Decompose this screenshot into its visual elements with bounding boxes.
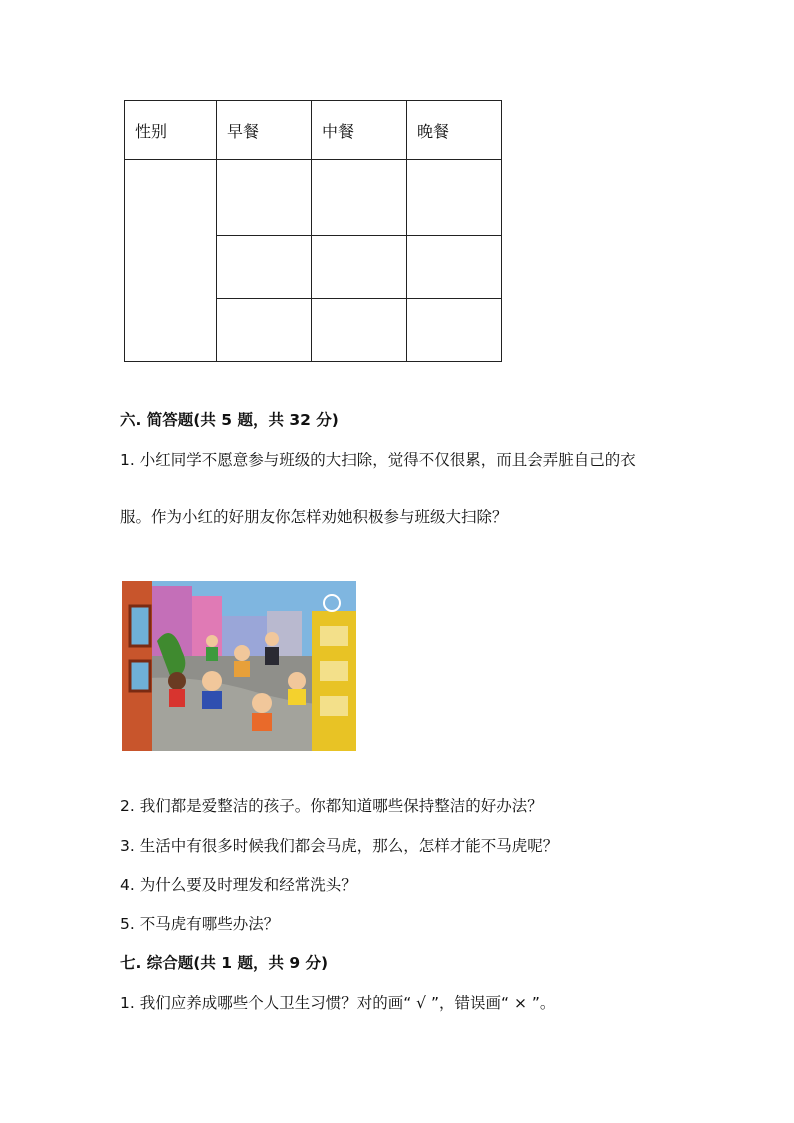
question-2: 2. 我们都是爱整洁的孩子。你都知道哪些保持整洁的好办法？ <box>120 797 543 815</box>
question-1-line-2: 服。作为小红的好朋友你怎样劝她积极参与班级大扫除？ <box>120 508 508 526</box>
section-7-question-1: 1. 我们应养成哪些个人卫生习惯？对的画“ √ ”，错误画“ × ”。 <box>120 994 556 1012</box>
table-cell <box>312 299 407 362</box>
table-header-row <box>125 101 502 160</box>
table-cell <box>407 236 502 299</box>
table-cell <box>407 160 502 236</box>
header-dinner: 晚餐 <box>407 101 502 160</box>
gender-cell <box>125 160 217 362</box>
table-cell <box>312 236 407 299</box>
table-cell <box>217 299 312 362</box>
cleanup-illustration <box>122 581 356 751</box>
table-cell <box>217 236 312 299</box>
table-row <box>125 160 502 236</box>
header-breakfast: 早餐 <box>217 101 312 160</box>
meal-table <box>124 100 502 362</box>
table-cell <box>407 299 502 362</box>
question-3: 3. 生活中有很多时候我们都会马虎，那么，怎样才能不马虎呢？ <box>120 837 559 855</box>
section-6-heading: 六. 简答题(共 5 题，共 32 分) <box>120 411 339 429</box>
table-cell <box>217 160 312 236</box>
section-7-heading: 七. 综合题(共 1 题，共 9 分) <box>120 954 329 972</box>
question-5: 5. 不马虎有哪些办法？ <box>120 915 280 933</box>
question-4: 4. 为什么要及时理发和经常洗头？ <box>120 876 357 894</box>
table-cell <box>312 160 407 236</box>
header-gender: 性别 <box>125 101 217 160</box>
header-lunch: 中餐 <box>312 101 407 160</box>
illustration-image <box>122 581 356 751</box>
question-1-line-1: 1. 小红同学不愿意参与班级的大扫除，觉得不仅很累，而且会弄脏自己的衣 <box>120 451 636 469</box>
